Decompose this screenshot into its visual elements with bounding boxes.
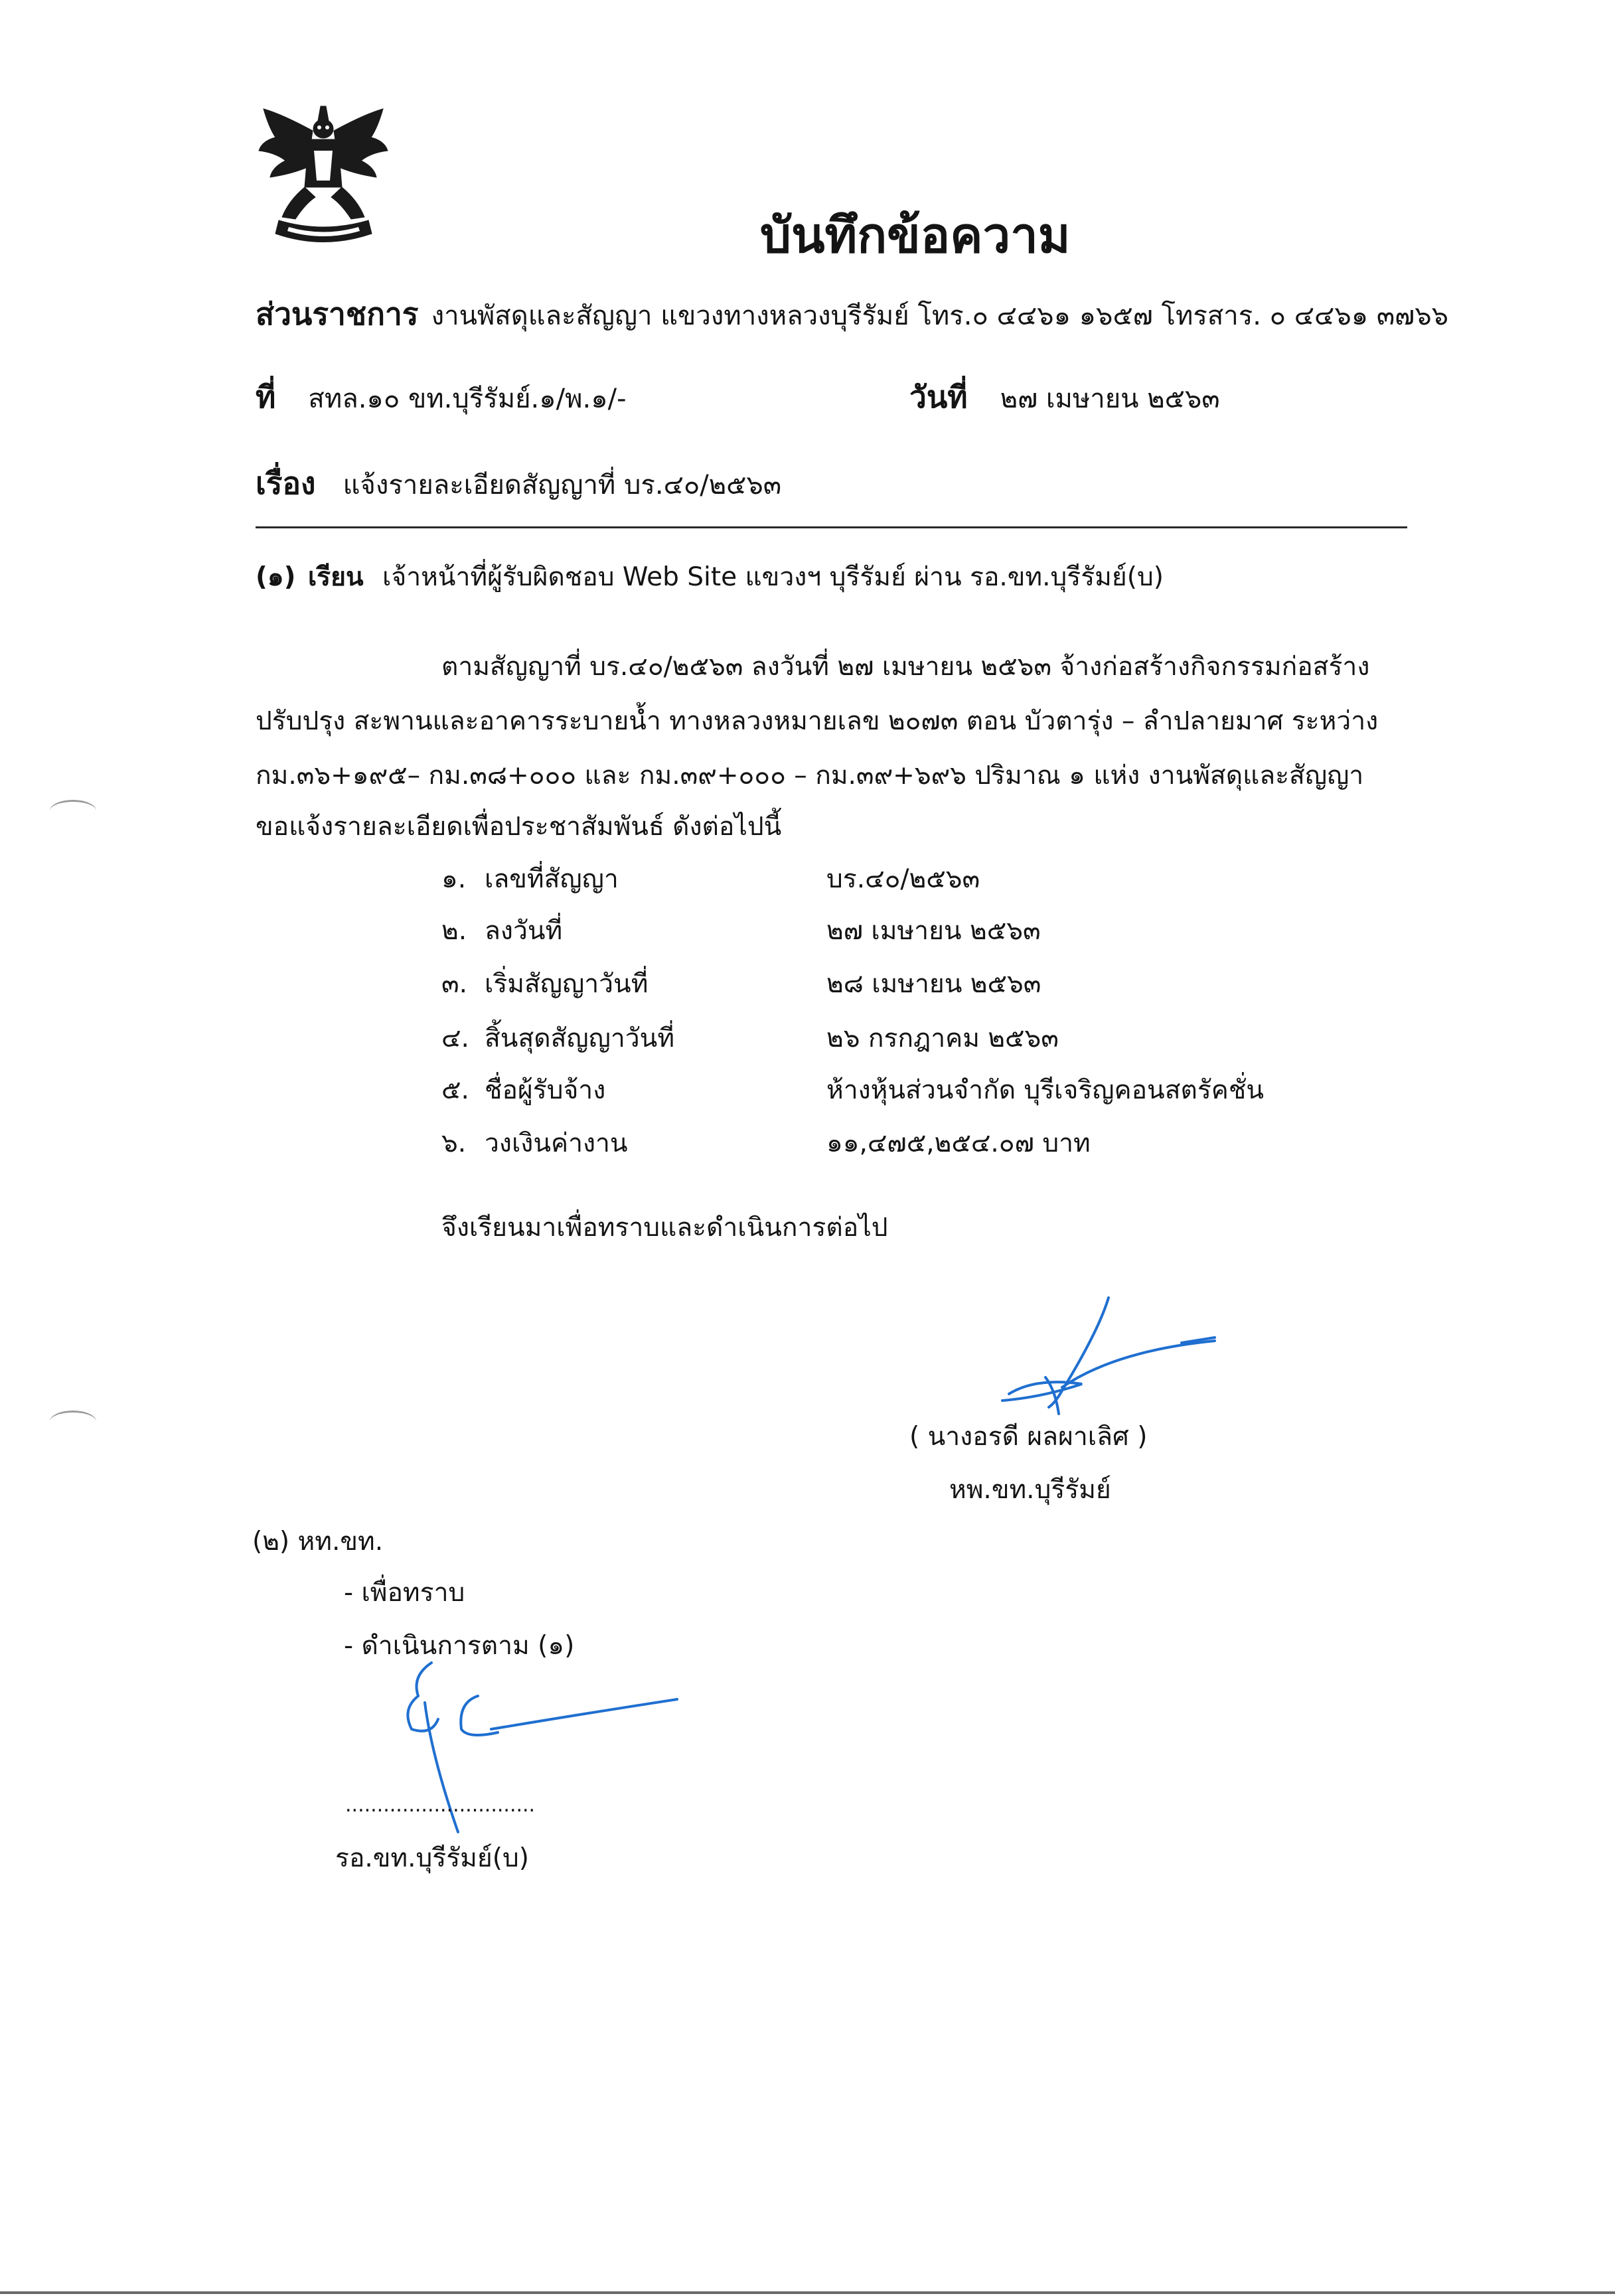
endorsement-item: - ดำเนินการตาม (๑) [344,1631,575,1661]
reference-label: ที่ [256,379,276,415]
endorsement-position: รอ.ขท.บุรีรัมย์(บ) [335,1843,529,1873]
date-value: ๒๗ เมษายน ๒๕๖๓ [1000,384,1220,414]
subject-row [256,465,781,504]
detail-value: ๒๖ กรกฎาคม ๒๕๖๓ [826,1024,1059,1053]
scan-edge-line [0,2291,1615,2294]
body-line: กม.๓๖+๑๙๕– กม.๓๘+๐๐๐ และ กม.๓๙+๐๐๐ – กม.๓๙+๖๙๖ ปริมาณ ๑ แห่ง งานพัสดุและสัญญา [256,761,1364,791]
detail-label: สิ้นสุดสัญญาวันที่ [485,1024,675,1053]
agency-row [256,295,1448,335]
detail-num: ๑. [441,864,467,894]
body-line: ตามสัญญาที่ บร.๔๐/๒๕๖๓ ลงวันที่ ๒๗ เมษายน ๒๕๖๓ จ้างก่อสร้างกิจกรรมก่อสร้าง [441,652,1370,682]
detail-num: ๖. [441,1128,467,1158]
detail-label: เลขที่สัญญา [485,864,619,894]
detail-value: ห้างหุ้นส่วนจำกัด บุรีเจริญคอนสตรัคชั่น [826,1075,1265,1105]
header-divider [256,526,1407,528]
closing-text: จึงเรียนมาเพื่อทราบและดำเนินการต่อไป [441,1213,888,1243]
signer-position: หพ.ขท.บุรีรัมย์ [949,1475,1111,1505]
endorsement-header: (๒) หท.ขท. [252,1527,384,1557]
agency-label: ส่วนราชการ [256,296,419,332]
salutation-label: เรียน [307,562,364,592]
detail-label: ลงวันที่ [485,916,563,946]
salutation [256,561,1164,594]
garuda-emblem [256,101,392,250]
subject-label: เรื่อง [256,465,316,501]
detail-label: วงเงินค่างาน [485,1128,628,1158]
reference-row [256,378,627,418]
body-line: ขอแจ้งรายละเอียดเพื่อประชาสัมพันธ์ ดังต่อไปนี้ [256,812,782,842]
endorsement-item: - เพื่อทราบ [344,1578,465,1608]
detail-value: บร.๔๐/๒๕๖๓ [826,864,980,894]
detail-value: ๒๘ เมษายน ๒๕๖๓ [826,969,1041,999]
detail-num: ๔. [441,1024,469,1053]
agency-value: งานพัสดุและสัญญา แขวงทางหลวงบุรีรัมย์ โทร.๐ ๔๔๖๑ ๑๖๕๗ โทรสาร. ๐ ๔๔๖๑ ๓๗๖๖ [431,301,1449,331]
subject-value: แจ้งรายละเอียดสัญญาที่ บร.๔๐/๒๕๖๓ [343,470,782,500]
page-title: บันทึกข้อความ [760,207,1071,264]
endorsement-dots: .............................. [345,1794,536,1817]
signature-1 [982,1291,1221,1417]
date-row [909,378,1220,418]
reference-value: สทล.๑๐ ขท.บุรีรัมย์.๑/พ.๑/- [308,384,627,414]
salutation-recipient: เจ้าหน้าที่ผู้รับผิดชอบ Web Site แขวงฯ บุรีรัมย์ ผ่าน รอ.ขท.บุรีรัมย์(บ) [382,562,1164,592]
salutation-number: (๑) [256,562,296,592]
punch-hole-mark [50,800,96,822]
detail-num: ๕. [441,1075,469,1105]
detail-value: ๑๑,๔๗๕,๒๕๔.๐๗ บาท [826,1128,1091,1158]
detail-num: ๓. [441,969,468,999]
punch-hole-mark [50,1411,96,1432]
detail-label: ชื่อผู้รับจ้าง [485,1075,606,1105]
date-label: วันที่ [909,379,968,415]
signer-name: ( นางอรดี ผลผาเลิศ ) [909,1422,1148,1452]
detail-value: ๒๗ เมษายน ๒๕๖๓ [826,916,1041,946]
detail-num: ๒. [441,916,467,946]
body-line: ปรับปรุง สะพานและอาคารระบายน้ำ ทางหลวงหมายเลข ๒๐๗๓ ตอน บัวตารุ่ง – ลำปลายมาศ ระหว่าง [256,706,1379,736]
detail-label: เริ่มสัญญาวันที่ [485,969,649,999]
